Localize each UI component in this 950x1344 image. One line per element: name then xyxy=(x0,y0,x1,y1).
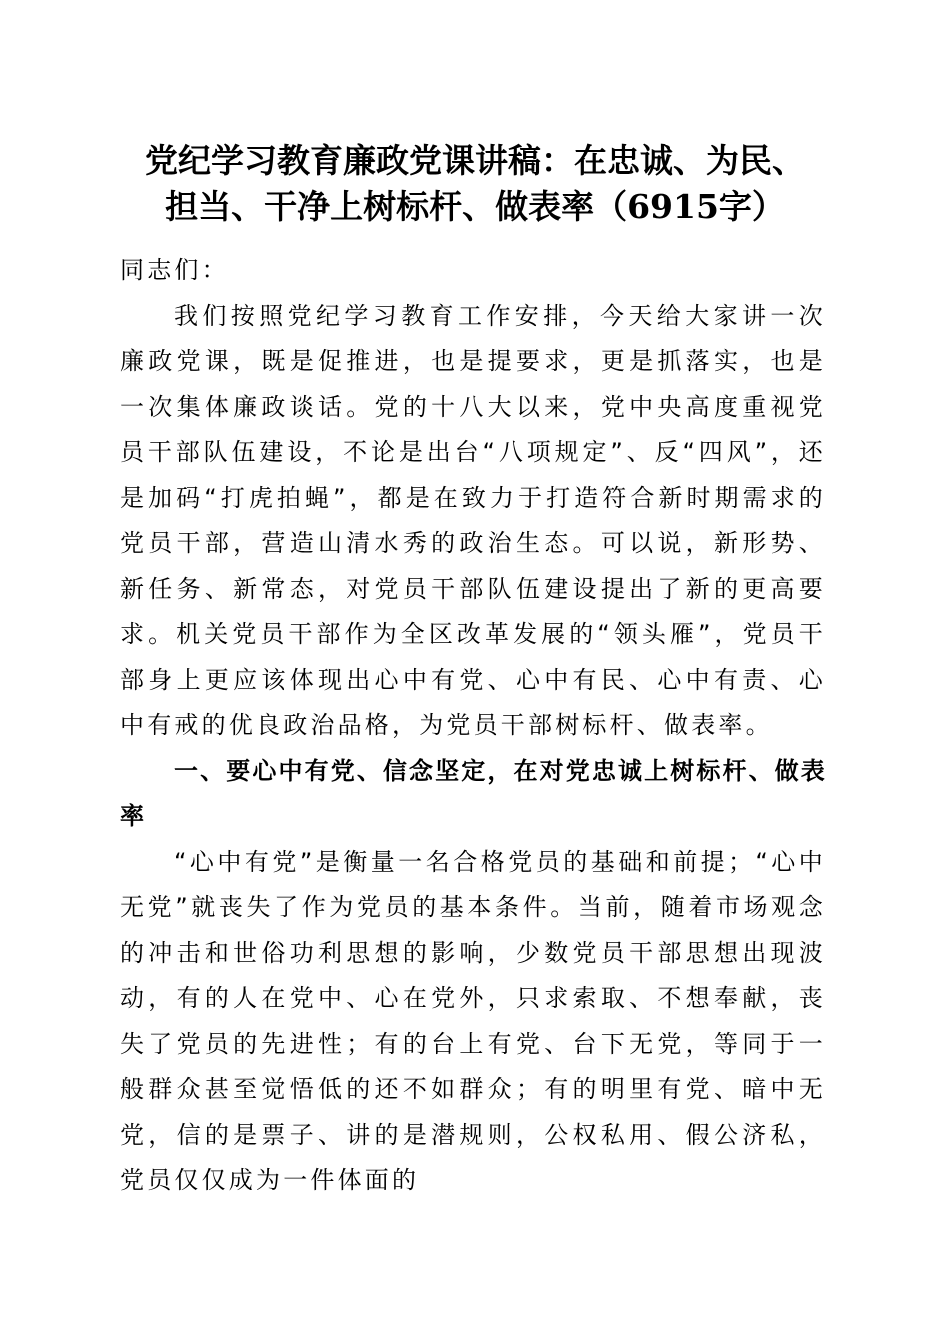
paragraph-intro: 我们按照党纪学习教育工作安排，今天给大家讲一次廉政党课，既是促推进，也是提要求，更是抓落实，也是一次集体廉政谈话。党的十八大以来，党中央高度重视党员干部队伍建设，不论是出台“八项规定”、反“四风”，还是加码“打虎拍蝇”，都是在致力于打造符合新时期需求的党员干部，营造山清水秀的政治生态。可以说，新形势、新任务、新常态，对党员干部队伍建设提出了新的更高要求。机关党员干部作为全区改革发展的“领头雁”，党员干部身上更应该体现出心中有党、心中有民、心中有责、心中有戒的优良政治品格，为党员干部树标杆、做表率。 xyxy=(120,301,826,739)
title-line-1: 党纪学习教育廉政党课讲稿：在忠诚、为民、 xyxy=(145,141,805,180)
document-title xyxy=(100,138,850,230)
title-line-2: 担当、干净上树标杆、做表率（6915字） xyxy=(165,187,785,226)
section-heading-1: 一、要心中有党、信念坚定，在对党忠诚上树标杆、做表率 xyxy=(120,756,826,830)
salutation: 同志们： xyxy=(120,256,229,284)
document-body xyxy=(120,248,826,1204)
paragraph-section-1: “心中有党”是衡量一名合格党员的基础和前提；“心中无党”就丧失了作为党员的基本条件。当前，随着市场观念的冲击和世俗功利思想的影响，少数党员干部思想出现波动，有的人在党中、心在党外，只求索取、不想奉献，丧失了党员的先进性；有的台上有党、台下无党，等同于一般群众甚至觉悟低的还不如群众；有的明里有党、暗中无党，信的是票子、讲的是潜规则，公权私用、假公济私，党员仅仅成为一件体面的 xyxy=(120,847,826,1194)
